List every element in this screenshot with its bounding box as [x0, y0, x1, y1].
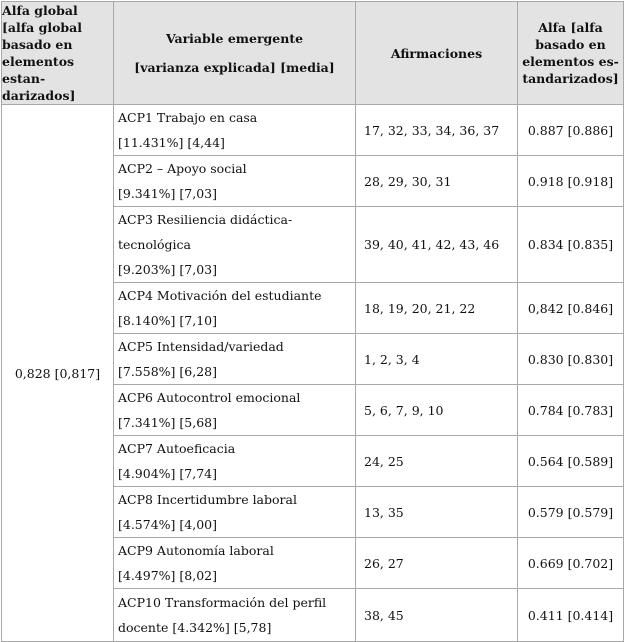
variable-name: ACP5 Intensidad/variedad	[118, 339, 284, 354]
variable-stats: [9.341%] [7,03]	[118, 186, 217, 201]
variable-cell	[114, 283, 356, 334]
alfa-cell: 0.669 [0.702]	[518, 538, 624, 589]
variable-name: ACP10 Transformación del perfil	[118, 595, 327, 610]
variable-stats: [4.904%] [7,74]	[118, 466, 217, 481]
header-variable-line2: [varianza explicada] [media]	[134, 60, 335, 75]
variable-stats: docente [4.342%] [5,78]	[118, 620, 272, 635]
alfa-cell: 0,842 [0.846]	[518, 283, 624, 334]
table-body	[2, 105, 624, 642]
header-variable-emergente	[114, 2, 356, 105]
variable-cell	[114, 334, 356, 385]
variable-name: ACP3 Resiliencia didáctica-tecnológica	[118, 212, 293, 252]
table-row	[2, 105, 624, 156]
variable-name: ACP9 Autonomía laboral	[118, 543, 274, 558]
alfa-cell: 0.411 [0.414]	[518, 589, 624, 642]
alfa-cell: 0.564 [0.589]	[518, 436, 624, 487]
variable-stats: [9.203%] [7,03]	[118, 262, 217, 277]
variable-cell	[114, 538, 356, 589]
afirmaciones-cell: 5, 6, 7, 9, 10	[356, 385, 518, 436]
header-variable-line1: Variable emergente	[165, 31, 304, 46]
afirmaciones-cell: 38, 45	[356, 589, 518, 642]
variable-stats: [7.341%] [5,68]	[118, 415, 217, 430]
variable-stats: [7.558%] [6,28]	[118, 364, 217, 379]
variable-cell	[114, 105, 356, 156]
variable-name: ACP1 Trabajo en casa	[118, 110, 258, 125]
afirmaciones-cell: 26, 27	[356, 538, 518, 589]
afirmaciones-cell: 1, 2, 3, 4	[356, 334, 518, 385]
header-alfa: Alfa [alfa basado en elementos es-tandarizados]	[518, 2, 624, 105]
alfa-cell: 0.834 [0.835]	[518, 207, 624, 283]
results-table	[1, 1, 624, 642]
header-alfa-global: Alfa global [alfa global basado en elementos estan-darizados]	[2, 2, 114, 105]
variable-stats: [11.431%] [4,44]	[118, 135, 225, 150]
alfa-cell: 0.918 [0.918]	[518, 156, 624, 207]
variable-cell	[114, 385, 356, 436]
alfa-cell: 0.830 [0.830]	[518, 334, 624, 385]
variable-name: ACP6 Autocontrol emocional	[118, 390, 301, 405]
alfa-cell: 0.887 [0.886]	[518, 105, 624, 156]
afirmaciones-cell: 17, 32, 33, 34, 36, 37	[356, 105, 518, 156]
variable-name: ACP8 Incertidumbre laboral	[118, 492, 297, 507]
variable-cell	[114, 436, 356, 487]
variable-cell	[114, 589, 356, 642]
variable-name: ACP7 Autoeficacia	[118, 441, 236, 456]
variable-cell	[114, 487, 356, 538]
afirmaciones-cell: 18, 19, 20, 21, 22	[356, 283, 518, 334]
variable-cell	[114, 207, 356, 283]
alfa-cell: 0.784 [0.783]	[518, 385, 624, 436]
variable-stats: [4.574%] [4,00]	[118, 517, 217, 532]
variable-cell	[114, 156, 356, 207]
variable-name: ACP4 Motivación del estudiante	[118, 288, 322, 303]
afirmaciones-cell: 28, 29, 30, 31	[356, 156, 518, 207]
afirmaciones-cell: 39, 40, 41, 42, 43, 46	[356, 207, 518, 283]
variable-name: ACP2 – Apoyo social	[118, 161, 247, 176]
header-row	[2, 2, 624, 105]
variable-stats: [8.140%] [7,10]	[118, 313, 217, 328]
alfa-cell: 0.579 [0.579]	[518, 487, 624, 538]
variable-stats: [4.497%] [8,02]	[118, 568, 217, 583]
alfa-global-value: 0,828 [0,817]	[2, 105, 114, 642]
afirmaciones-cell: 24, 25	[356, 436, 518, 487]
header-afirmaciones: Afirmaciones	[356, 2, 518, 105]
afirmaciones-cell: 13, 35	[356, 487, 518, 538]
